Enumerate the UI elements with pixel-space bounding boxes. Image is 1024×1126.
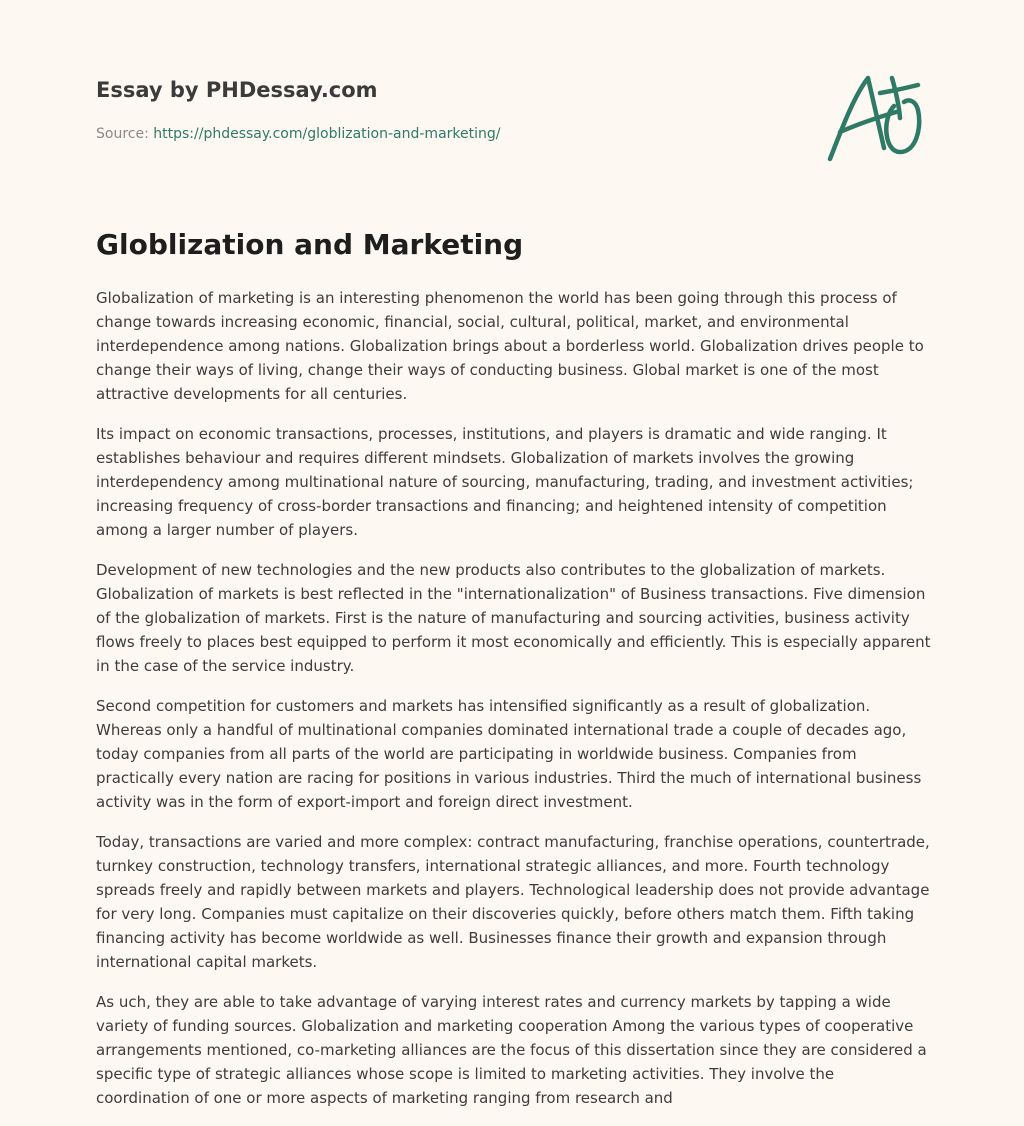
essay-header	[96, 76, 796, 144]
essay-paragraph: Its impact on economic transactions, processes, institutions, and players is dramatic and wide ranging. It establishes behaviour and requires different mindsets. Globalization of markets involves the growing interdependency among multinational nature of sourcing, manufacturing, trading, and investment activities; increasing frequency of cross-border transactions and financing; and heightened intensity of competition among a larger number of players.	[96, 425, 914, 539]
essay-title: Globlization and Marketing	[96, 228, 524, 261]
essay-paragraph: Development of new technologies and the new products also contributes to the globalization of markets. Globalization of markets is best reflected in the "internationalization" of Business transactions. Five dimension of the globalization of markets. First is the nature of manufacturing and sourcing activities, business activity flows freely to places best equipped to perform it most economically and efficiently. This is especially apparent in the case of the service industry.	[96, 561, 931, 675]
source-link[interactable]: https://phdessay.com/globlization-and-marketing/	[153, 126, 501, 142]
site-brand: Essay by PHDessay.com	[96, 78, 378, 102]
source-label: Source:	[96, 126, 149, 142]
a-plus-grade-icon	[820, 66, 930, 166]
source-line	[96, 124, 796, 144]
essay-paragraph: Globalization of marketing is an interesting phenomenon the world has been going through this process of change towards increasing economic, financial, social, cultural, political, market, and environmental interdependence among nations. Globalization brings about a borderless world. Globalization drives people to change their ways of living, change their ways of conducting business. Global market is one of the most attractive developments for all centuries.	[96, 289, 924, 403]
essay-body	[96, 286, 932, 1126]
essay-paragraph: Second competition for customers and markets has intensified significantly as a result of globalization. Whereas only a handful of multinational companies dominated international trade a couple of decades ago, today companies from all parts of the world are participating in worldwide business. Companies from practically every nation are racing for positions in various industries. Third the much of international business activity was in the form of export-import and foreign direct investment.	[96, 697, 922, 811]
essay-paragraph: Today, transactions are varied and more complex: contract manufacturing, franchise operations, countertrade, turnkey construction, technology transfers, international strategic alliances, and more. Fourth technology spreads freely and rapidly between markets and players. Technological leadership does not provide advantage for very long. Companies must capitalize on their discoveries quickly, before others match them. Fifth taking financing activity has become worldwide as well. Businesses finance their growth and expansion through international capital markets.	[96, 833, 930, 971]
essay-paragraph: As uch, they are able to take advantage of varying interest rates and currency markets by tapping a wide variety of funding sources. Globalization and marketing cooperation Among the various types of cooperative arrangements mentioned, co-marketing alliances are the focus of this dissertation since they are considered a specific type of strategic alliances whose scope is limited to marketing activities. They involve the coordination of one or more aspects of marketing ranging from research and	[96, 993, 927, 1107]
